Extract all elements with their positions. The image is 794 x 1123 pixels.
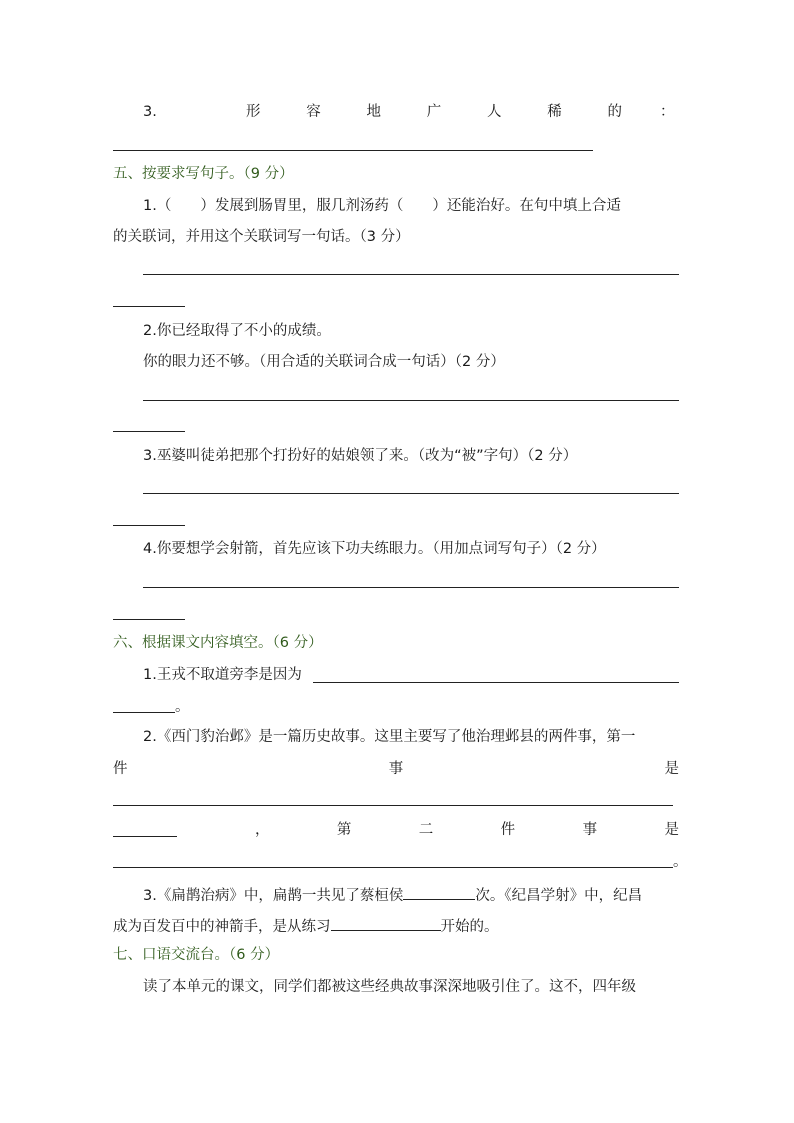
- spread-char: 事: [388, 761, 404, 777]
- spread-char: 地: [366, 104, 381, 120]
- spread-char: 第: [336, 822, 352, 838]
- answer-line: [113, 431, 185, 432]
- answer-line: [113, 525, 185, 526]
- answer-line: [143, 493, 679, 494]
- spread-char: 件: [113, 761, 128, 777]
- spread-char: 事: [582, 822, 598, 838]
- answer-line: [143, 274, 679, 275]
- s6-q2-spread-line: [113, 759, 679, 779]
- answer-line: [113, 150, 593, 151]
- answer-line: [113, 306, 185, 307]
- section-6-heading: 六、根据课文内容填空。（6 分）: [113, 635, 323, 651]
- spread-char: 广: [426, 104, 442, 120]
- answer-line: [113, 836, 177, 837]
- s5-q4: 4.你要想学会射箭，首先应该下功夫练眼力。（用加点词写句子）（2 分）: [143, 541, 606, 557]
- s6-q3-text-c: 成为百发百中的神箭手，是从练习: [113, 919, 331, 935]
- spread-char: ，: [255, 822, 270, 838]
- answer-line: [113, 805, 673, 806]
- spread-char: 件: [500, 822, 516, 838]
- answer-line: [113, 712, 175, 713]
- s5-q2-line2: 你的眼力还不够。（用合适的关联词合成一句话）（2 分）: [143, 354, 505, 370]
- spread-char: 是: [664, 822, 679, 838]
- s5-q1-line2: 的关联词，并用这个关联词写一句话。（3 分）: [113, 229, 410, 245]
- s6-q3-line1: [143, 883, 642, 906]
- q4-3-colon: ：: [660, 104, 675, 120]
- spread-char: 人: [487, 104, 502, 120]
- answer-line: [143, 587, 679, 588]
- spread-char: 是: [664, 761, 679, 777]
- q4-3-number: 3.: [143, 104, 157, 120]
- s6-q2-line1: 2.《西门豹治邺》是一篇历史故事。这里主要写了他治理邺县的两件事，第一: [143, 729, 636, 745]
- s5-q1-line1: 1.（ ）发展到肠胃里，服几剂汤药（ ）还能治好。在句中填上合适: [143, 198, 621, 214]
- s6-q3-text-a: 3.《扁鹊治病》中，扁鹊一共见了蔡桓侯: [143, 888, 404, 904]
- s5-q3: 3.巫婆叫徒弟把那个打扮好的姑娘领了来。（改为“被”字句）（2 分）: [143, 448, 578, 464]
- s6-q2-end: 。: [673, 854, 688, 870]
- s6-q3-text-b: 次。《纪昌学射》中，纪昌: [475, 888, 643, 904]
- s6-q3-text-d: 开始的。: [440, 919, 499, 935]
- answer-line: [113, 619, 185, 620]
- s6-q2-spread-line2: [255, 820, 679, 840]
- answer-line: [313, 682, 679, 683]
- s6-q1: 1.王戎不取道旁李是因为: [143, 667, 302, 683]
- spread-char: 容: [306, 104, 321, 120]
- blank: [403, 883, 475, 900]
- s6-q1-end: 。: [175, 699, 190, 715]
- section-7-heading: 七、口语交流台。（6 分）: [113, 947, 280, 963]
- spread-char: 稀: [547, 104, 562, 120]
- answer-line: [143, 400, 679, 401]
- answer-line: [113, 867, 673, 868]
- s5-q2-line1: 2.你已经取得了不小的成绩。: [143, 323, 331, 339]
- blank: [331, 914, 441, 931]
- spread-char: 的: [607, 104, 622, 120]
- q4-3-spread-text: [246, 102, 622, 122]
- spread-char: 二: [418, 822, 434, 838]
- spread-char: 形: [246, 104, 261, 120]
- section-5-heading: 五、按要求写句子。（9 分）: [113, 166, 294, 182]
- s7-paragraph: 读了本单元的课文，同学们都被这些经典故事深深地吸引住了。这不，四年级: [143, 979, 636, 995]
- s6-q3-line2: [113, 914, 499, 937]
